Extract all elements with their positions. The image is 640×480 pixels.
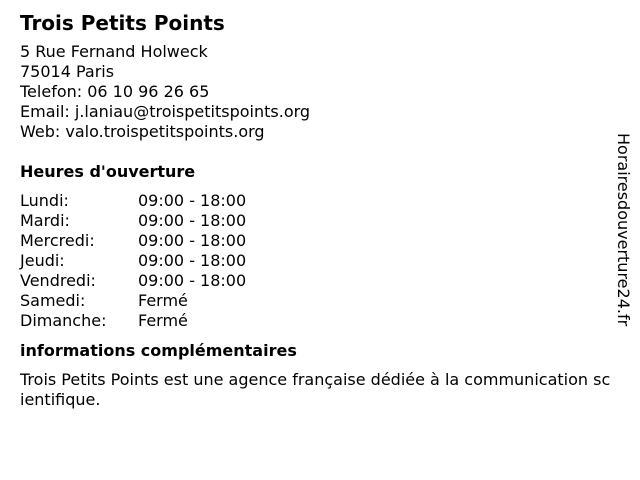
business-name: Trois Petits Points	[20, 11, 225, 35]
site-brand-watermark: Horairesdouverture24.fr	[614, 133, 633, 327]
web-label: Web:	[20, 122, 61, 141]
hours-row-friday	[20, 271, 616, 291]
hours-day: Dimanche:	[20, 311, 107, 330]
phone-number[interactable]: 06 10 96 26 65	[87, 82, 210, 101]
hours-row-tuesday	[20, 211, 616, 231]
hours-row-sunday	[20, 311, 616, 331]
phone-label: Telefon:	[20, 82, 83, 101]
hours-time: 09:00 - 18:00	[138, 251, 247, 270]
hours-time: 09:00 - 18:00	[138, 211, 247, 230]
opening-hours-title: Heures d'ouverture	[20, 162, 196, 181]
hours-row-monday	[20, 191, 616, 211]
hours-row-thursday	[20, 251, 616, 271]
hours-time: 09:00 - 18:00	[138, 191, 247, 210]
additional-info-title: informations complémentaires	[20, 341, 297, 360]
hours-day: Lundi:	[20, 191, 69, 210]
hours-time: Fermé	[138, 291, 188, 310]
email-line	[20, 102, 616, 122]
business-card	[20, 10, 616, 410]
address-city: 75014 Paris	[20, 62, 115, 81]
hours-row-saturday	[20, 291, 616, 311]
web-link[interactable]: valo.troispetitspoints.org	[65, 122, 265, 141]
hours-row-wednesday	[20, 231, 616, 251]
hours-time: 09:00 - 18:00	[138, 271, 247, 290]
hours-day: Samedi:	[20, 291, 86, 310]
hours-time: Fermé	[138, 311, 188, 330]
hours-time: 09:00 - 18:00	[138, 231, 247, 250]
address-street: 5 Rue Fernand Holweck	[20, 42, 208, 61]
hours-day: Mardi:	[20, 211, 70, 230]
email-label: Email:	[20, 102, 70, 121]
web-line	[20, 122, 616, 142]
additional-info-text: Trois Petits Points est une agence française dédiée à la communication scientifique.	[20, 370, 611, 409]
opening-hours-table	[20, 191, 616, 331]
hours-day: Vendredi:	[20, 271, 96, 290]
hours-day: Jeudi:	[20, 251, 65, 270]
phone-line	[20, 82, 616, 102]
hours-day: Mercredi:	[20, 231, 95, 250]
email-link[interactable]: j.laniau@troispetitspoints.org	[74, 102, 311, 121]
